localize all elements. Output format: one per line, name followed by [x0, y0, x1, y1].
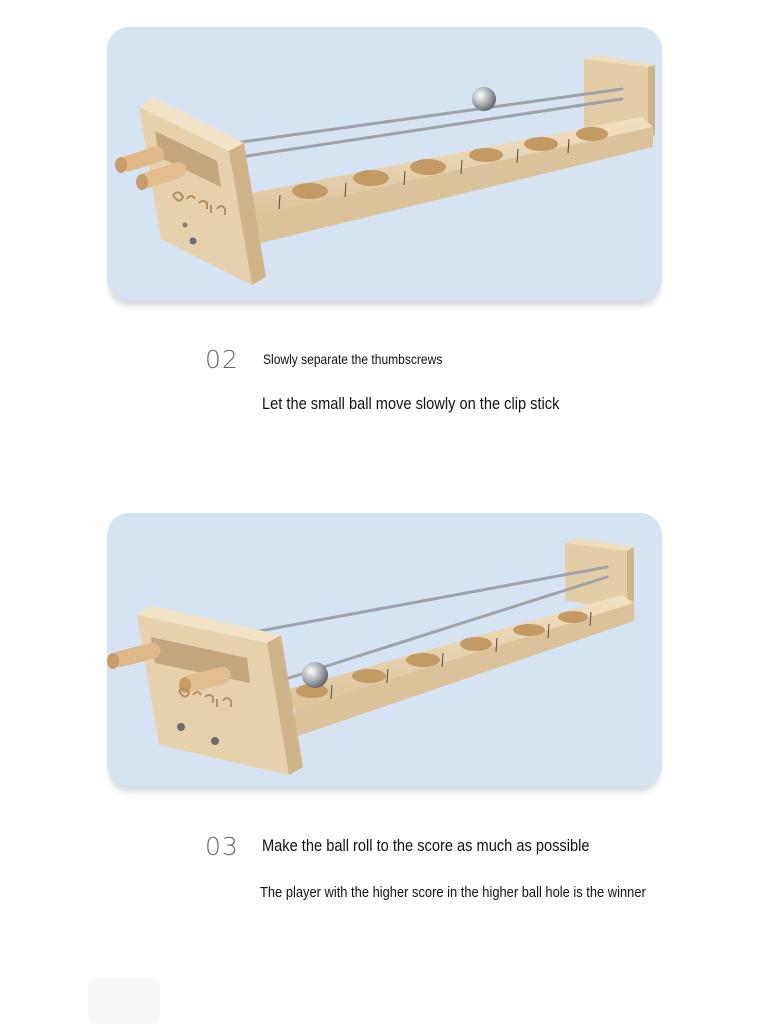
step-number: 02 [205, 345, 239, 374]
step-title: Make the ball roll to the score as much as possible [262, 836, 590, 855]
steel-ball [302, 662, 328, 688]
faint-image-remnant [88, 978, 160, 1024]
steel-ball [472, 87, 496, 111]
wooden-game-illustration [107, 513, 662, 786]
screw-icon [190, 238, 197, 245]
wooden-game-illustration [107, 27, 662, 300]
step-description: The player with the higher score in the higher ball hole is the winner [260, 884, 646, 901]
screw-icon [211, 737, 219, 745]
step-description: Let the small ball move slowly on the clip stick [262, 394, 560, 413]
step-number: 03 [205, 832, 239, 861]
step-title: Slowly separate the thumbscrews [263, 351, 443, 367]
product-photo-ball-near [107, 513, 662, 786]
product-photo-ball-far [107, 27, 662, 300]
screw-icon [177, 723, 185, 731]
